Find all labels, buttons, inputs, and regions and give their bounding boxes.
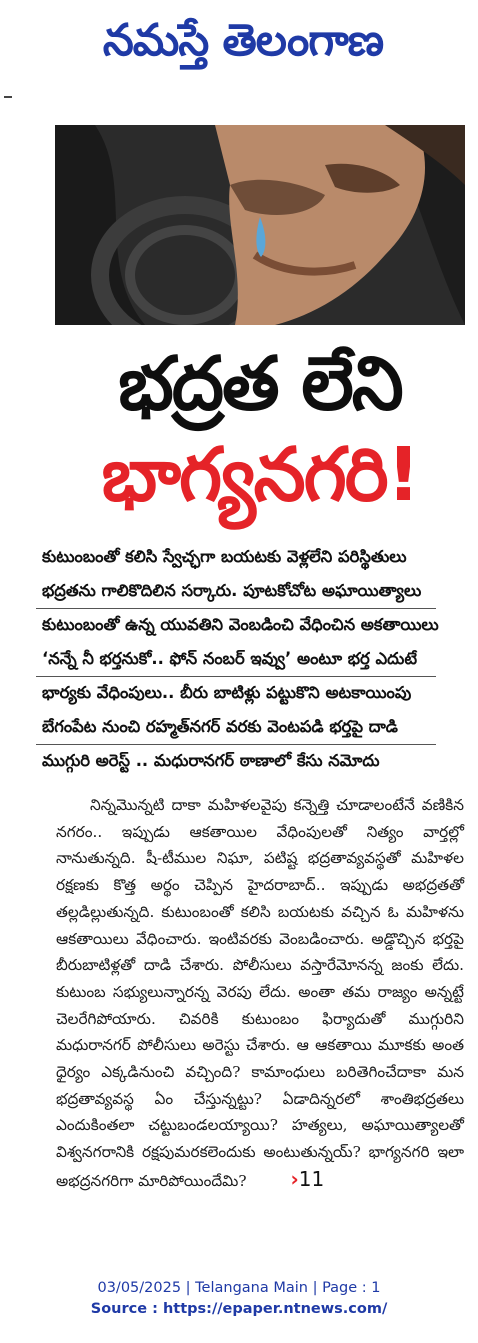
article-text: నిన్నమొన్నటి దాకా మహిళలవైపు కన్నెత్తి చూడాలంటేనే వణికిన నగరం.. ఇప్పుడు ఆకతాయిల వేధింపులతో నిత్యం వార్తల్లో నానుతున్నది. షీ-టీముల నిఘా, పటిష్ట భద్రతావ్యవస్థతో మహిళల రక్షణకు కొత్త అర్థం చెప్పిన హైదరాబాద్.. ఇప్పుడు అభద్రతతో తల్లడిల్లుతున్నది. కుటుంబంతో కలిసి బయటకు వచ్చిన ఓ మహిళను ఆకతాయిలు వేధించారు. ఇంటివరకు వెంబడించారు. అడ్డొచ్చిన భర్తపై బీరుబాటిళ్లతో దాడి చేశారు. పోలీసులు వస్తారేమోనన్న జంకు లేదు. కుటుంబ సభ్యులున్నారన్న వెరపు లేదు. అంతా తమ రాజ్యం అన్నట్టే చెలరేగిపోయారు. చివరికి కుటుంబం ఫిర్యాదుతో ముగ్గురిని మధురానగర్ పోలీసులు అరెస్టు చేశారు. ఆ ఆకతాయి మూకకు అంత ధైర్యం ఎక్కడినుంచి వచ్చింది? కామాంధులు బరితెగించేదాకా మన భద్రతావ్యవస్థ ఏం చేస్తున్నట్టు? ఏడాదిన్నరలో శాంతిభద్రతలు ఎందుకింతలా చట్టుబండలయ్యాయి? హత్యలు, అఘాయిత్యాలతో విశ్వనగరానికి రక్షపుమరకలెందుకు అంటుతున్నయ్? భాగ్యనగరి ఇలా అభద్రనగరిగా మారిపోయిందేమి?	[56, 796, 464, 1190]
subheadline	[36, 744, 474, 778]
divider	[36, 744, 436, 745]
divider	[36, 676, 436, 677]
subheadline-list	[36, 540, 474, 778]
continued-page-number: 11	[298, 1166, 325, 1191]
subheadline	[36, 574, 474, 608]
woman-tear-icon	[55, 125, 465, 325]
masthead-title: నమస్తే తెలంగాణ	[102, 15, 384, 66]
subheadline-text: కుటుంబంతో ఉన్న యువతిని వెంబడించి వేధించిన అకతాయిలు	[42, 615, 439, 634]
source-url[interactable]: Source : https://epaper.ntnews.com/	[90, 1301, 388, 1317]
chevron-right-icon: ›	[290, 1166, 299, 1191]
subheadline	[36, 608, 474, 642]
subheadline-text: భార్యకు వేధింపులు.. బీరు బాటిళ్లు పట్టుకొని అటకాయింపు	[42, 683, 412, 702]
headline-line-2: భాగ్యనగరి!	[101, 432, 419, 518]
edition-info: 03/05/2025 | Telangana Main | Page : 1	[97, 1280, 381, 1296]
subheadline-text: ముగ్గురి అరెస్ట్ .. మధురానగర్ ఠాణాలో కేసు నమోదు	[42, 751, 380, 770]
continued-on-page[interactable]	[257, 1166, 325, 1193]
subheadline-text: భద్రతను గాలికొదిలిన సర్కారు. పూటకోచోట అఘాయిత్యాలు	[42, 581, 422, 600]
article-body	[56, 792, 464, 1195]
subheadline-text: కుటుంబంతో కలిసి స్వేచ్ఛగా బయటకు వెళ్లలేని పరిస్థితులు	[42, 547, 407, 566]
headline-line-1: భద్రత లేని	[118, 341, 402, 427]
subheadline-text: ‘నన్నే నీ భర్తనుకో.. ఫోన్ నంబర్ ఇవ్వు’ అంటూ భర్త ఎదుటే	[42, 649, 417, 668]
divider	[36, 608, 436, 609]
margin-mark	[4, 96, 12, 98]
subheadline	[36, 540, 474, 574]
subheadline	[36, 676, 474, 710]
page-footer	[0, 1278, 478, 1320]
hero-image	[55, 125, 465, 325]
masthead	[0, 0, 478, 100]
subheadline	[36, 642, 474, 676]
subheadline	[36, 710, 474, 744]
subheadline-text: బేగంపేట నుంచి రహ్మత్‌నగర్ వరకు వెంటపడి భర్తపై దాడి	[42, 717, 398, 736]
